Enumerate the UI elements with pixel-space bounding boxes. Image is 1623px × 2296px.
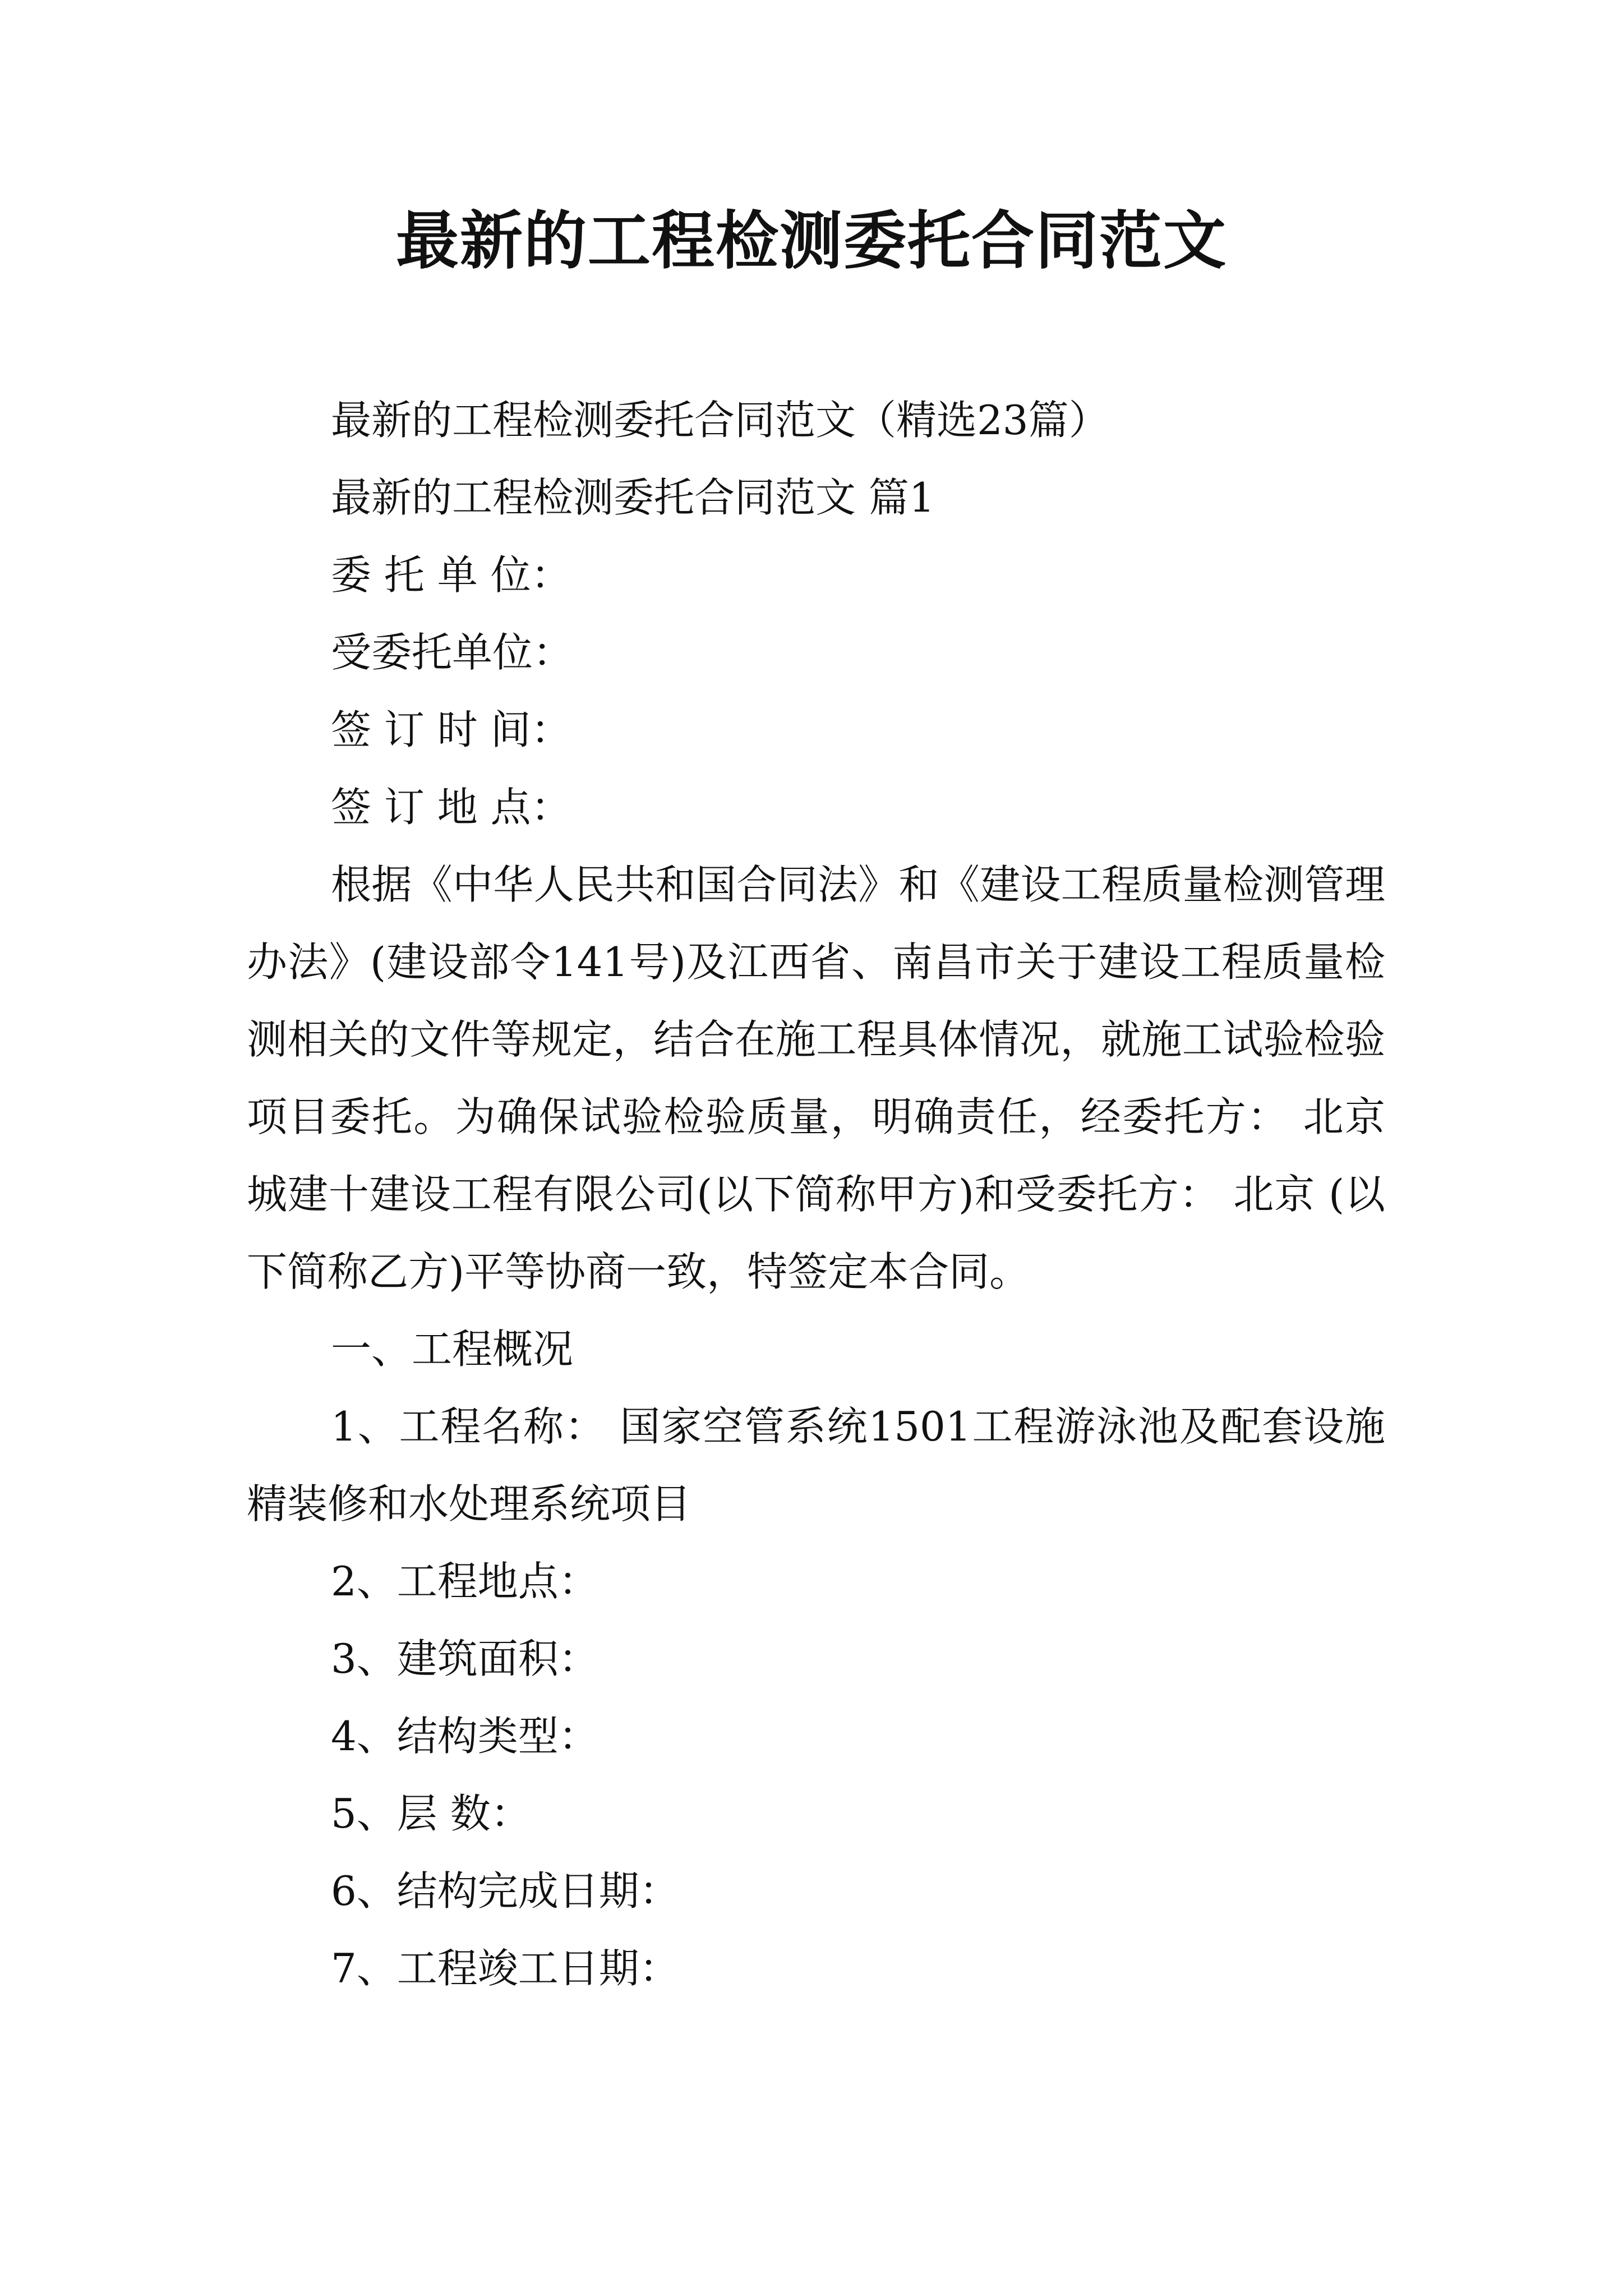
field-sign-place: 签 订 地 点： (331, 784, 571, 831)
field-project-completion-date: 7、工程竣工日期： (331, 1945, 680, 1992)
section-heading-overview: 一、工程概况 (331, 1326, 574, 1373)
field-building-area: 3、建筑面积： (331, 1635, 599, 1682)
field-project-location: 2、工程地点： (331, 1558, 599, 1605)
field-contractor-unit: 受委托单位： (331, 629, 574, 676)
document-body (247, 381, 1385, 2007)
subtitle-paragraph: 最新的工程检测委托合同范文（精选23篇） (331, 397, 1109, 444)
field-sign-time: 签 订 时 间： (331, 706, 571, 753)
field-structure-completion-date: 6、结构完成日期： (331, 1867, 680, 1915)
field-floors: 5、层 数： (331, 1790, 531, 1837)
field-project-name: 1、工程名称： 国家空管系统1501工程游泳池及配套设施精装修和水处理系统项目 (247, 1403, 1385, 1527)
document-title: 最新的工程检测委托合同范文 (396, 204, 1227, 278)
field-client-unit: 委 托 单 位： (331, 551, 571, 599)
field-structure-type: 4、结构类型： (331, 1713, 599, 1760)
section-heading: 最新的工程检测委托合同范文 篇1 (331, 474, 935, 521)
body-paragraph: 根据《中华人民共和国合同法》和《建设工程质量检测管理办法》(建设部令141号)及江西省、南昌市关于建设工程质量检测相关的文件等规定，结合在施工程具体情况，就施工试验检验项目委托。为确保试验检验质量，明确责任，经委托方： 北京城建十建设工程有限公司(以下简称甲方)和受委托方： 北京 (以下简称乙方)平等协商一致，特签定本合同。 (247, 861, 1385, 1295)
